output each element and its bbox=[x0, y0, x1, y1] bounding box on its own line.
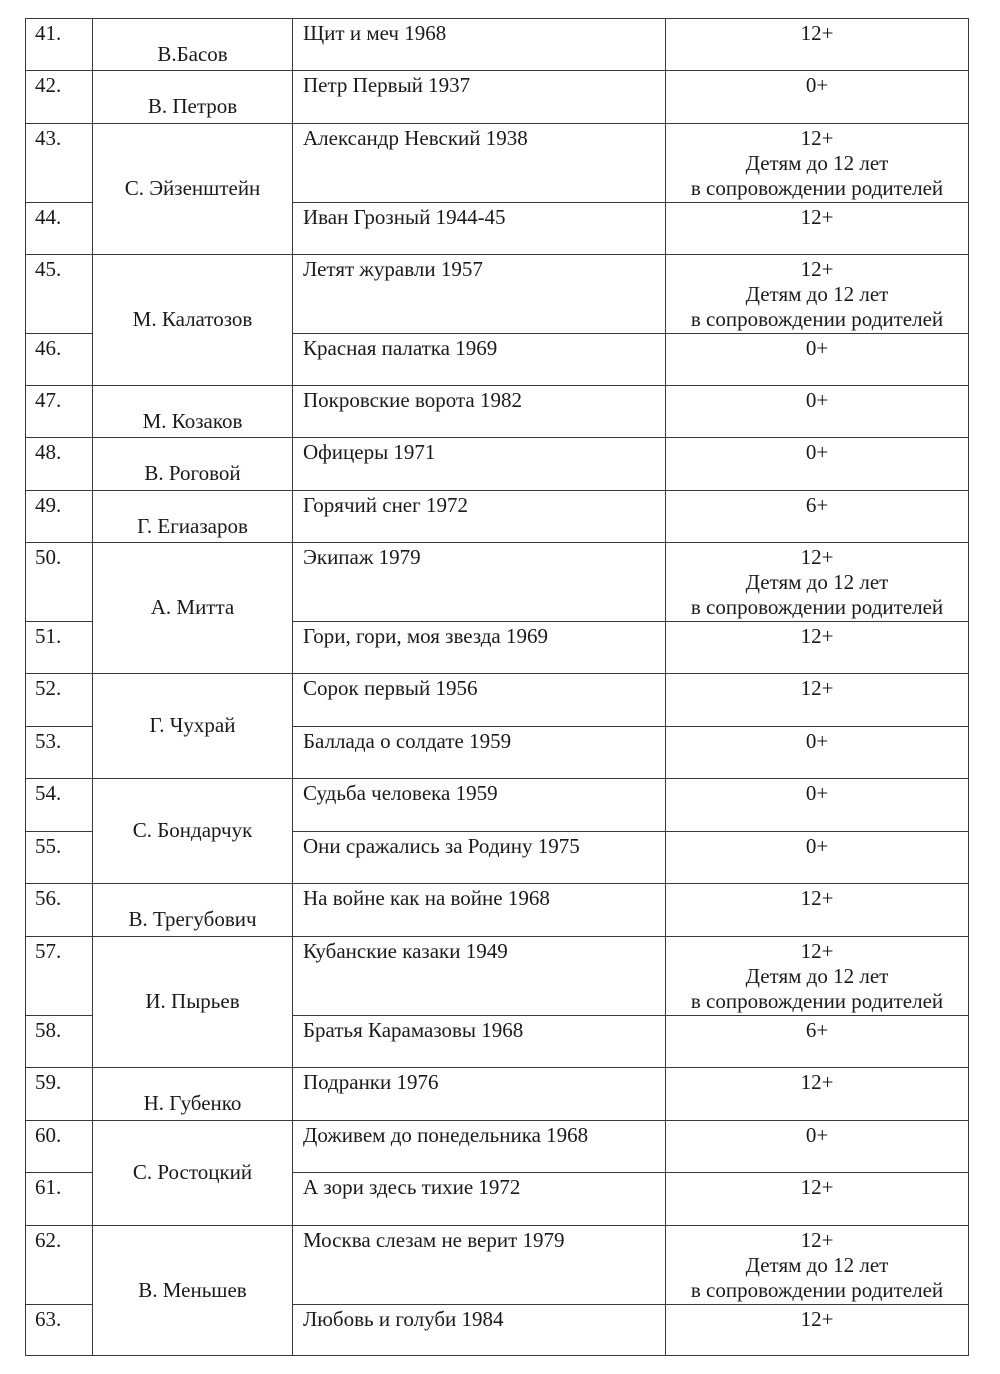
film-title: Кубанские казаки 1949 bbox=[293, 937, 666, 1016]
row-number: 44. bbox=[26, 203, 93, 255]
age-rating: 12+ bbox=[800, 939, 834, 963]
age-rating-cell bbox=[666, 1016, 969, 1068]
director-name: В. Меньшев bbox=[138, 1277, 247, 1302]
row-number: 41. bbox=[26, 19, 93, 71]
table-row bbox=[26, 884, 969, 937]
table-row bbox=[26, 543, 969, 622]
director-name: М. Козаков bbox=[142, 408, 243, 433]
film-title: Летят журавли 1957 bbox=[293, 255, 666, 334]
age-note-line1: Детям до 12 лет bbox=[745, 282, 889, 307]
director-cell bbox=[93, 438, 293, 491]
director-cell bbox=[93, 884, 293, 937]
age-note-line2: в сопровождении родителей bbox=[690, 307, 944, 332]
table-row bbox=[26, 1226, 969, 1305]
age-rating: 0+ bbox=[805, 781, 829, 805]
age-rating: 12+ bbox=[800, 676, 834, 700]
row-number: 60. bbox=[26, 1121, 93, 1173]
age-note-line1: Детям до 12 лет bbox=[745, 964, 889, 989]
age-rating: 0+ bbox=[805, 73, 829, 97]
row-number: 46. bbox=[26, 334, 93, 386]
age-rating-cell bbox=[666, 884, 969, 937]
film-title: Подранки 1976 bbox=[293, 1068, 666, 1121]
age-rating: 12+ bbox=[800, 1228, 834, 1252]
director-name: В. Трегубович bbox=[128, 907, 257, 932]
director-cell bbox=[93, 255, 293, 386]
director-cell bbox=[93, 386, 293, 438]
film-title: Сорок первый 1956 bbox=[293, 674, 666, 727]
director-cell bbox=[93, 674, 293, 779]
director-cell bbox=[93, 1068, 293, 1121]
age-note-line1: Детям до 12 лет bbox=[745, 1253, 889, 1278]
film-table-body bbox=[26, 19, 969, 1356]
director-cell bbox=[93, 1226, 293, 1356]
director-name: М. Калатозов bbox=[132, 307, 253, 332]
director-cell bbox=[93, 1121, 293, 1226]
age-rating: 12+ bbox=[800, 21, 834, 45]
age-note-line1: Детям до 12 лет bbox=[745, 570, 889, 595]
row-number: 59. bbox=[26, 1068, 93, 1121]
row-number: 52. bbox=[26, 674, 93, 727]
age-rating-cell bbox=[666, 622, 969, 674]
film-title: Доживем до понедельника 1968 bbox=[293, 1121, 666, 1173]
age-rating-cell bbox=[666, 124, 969, 203]
age-rating-cell bbox=[666, 1305, 969, 1356]
table-row bbox=[26, 1068, 969, 1121]
director-name: А. Митта bbox=[150, 595, 235, 620]
row-number: 43. bbox=[26, 124, 93, 203]
table-row bbox=[26, 71, 969, 124]
director-name: В. Петров bbox=[147, 94, 238, 119]
row-number: 49. bbox=[26, 491, 93, 543]
director-name: С. Бондарчук bbox=[132, 818, 253, 843]
age-rating-cell bbox=[666, 1173, 969, 1226]
age-rating: 12+ bbox=[800, 257, 834, 281]
table-row bbox=[26, 19, 969, 71]
film-title: Красная палатка 1969 bbox=[293, 334, 666, 386]
director-name: С. Эйзенштейн bbox=[124, 176, 261, 201]
table-row bbox=[26, 1121, 969, 1173]
age-rating: 12+ bbox=[800, 545, 834, 569]
film-title: Горячий снег 1972 bbox=[293, 491, 666, 543]
age-rating-cell bbox=[666, 832, 969, 884]
age-rating-cell bbox=[666, 255, 969, 334]
age-rating-cell bbox=[666, 334, 969, 386]
table-row bbox=[26, 386, 969, 438]
table-row bbox=[26, 255, 969, 334]
film-table bbox=[25, 18, 969, 1356]
director-name: И. Пырьев bbox=[145, 989, 240, 1014]
row-number: 53. bbox=[26, 727, 93, 779]
table-row bbox=[26, 779, 969, 832]
table-row bbox=[26, 124, 969, 203]
row-number: 45. bbox=[26, 255, 93, 334]
director-cell bbox=[93, 71, 293, 124]
film-title: Покровские ворота 1982 bbox=[293, 386, 666, 438]
director-cell bbox=[93, 937, 293, 1068]
age-rating: 6+ bbox=[805, 1018, 829, 1042]
table-row bbox=[26, 491, 969, 543]
age-note-line1: Детям до 12 лет bbox=[745, 151, 889, 176]
director-name: Г. Егиазаров bbox=[137, 513, 248, 538]
director-cell bbox=[93, 124, 293, 255]
row-number: 48. bbox=[26, 438, 93, 491]
age-rating: 0+ bbox=[805, 729, 829, 753]
director-name: Г. Чухрай bbox=[149, 713, 236, 738]
age-rating: 0+ bbox=[805, 440, 829, 464]
row-number: 50. bbox=[26, 543, 93, 622]
row-number: 55. bbox=[26, 832, 93, 884]
age-rating: 0+ bbox=[805, 388, 829, 412]
row-number: 58. bbox=[26, 1016, 93, 1068]
age-rating-cell bbox=[666, 1068, 969, 1121]
row-number: 54. bbox=[26, 779, 93, 832]
age-rating-cell bbox=[666, 779, 969, 832]
film-title: Экипаж 1979 bbox=[293, 543, 666, 622]
table-row bbox=[26, 438, 969, 491]
director-name: С. Ростоцкий bbox=[132, 1160, 253, 1185]
age-rating: 0+ bbox=[805, 834, 829, 858]
row-number: 62. bbox=[26, 1226, 93, 1305]
row-number: 63. bbox=[26, 1305, 93, 1356]
age-rating-cell bbox=[666, 491, 969, 543]
age-note-line2: в сопровождении родителей bbox=[690, 595, 944, 620]
director-cell bbox=[93, 19, 293, 71]
director-cell bbox=[93, 543, 293, 674]
age-rating: 12+ bbox=[800, 1175, 834, 1199]
film-title: Судьба человека 1959 bbox=[293, 779, 666, 832]
age-rating-cell bbox=[666, 727, 969, 779]
age-rating-cell bbox=[666, 386, 969, 438]
film-title: Александр Невский 1938 bbox=[293, 124, 666, 203]
age-rating-cell bbox=[666, 19, 969, 71]
film-title: Баллада о солдате 1959 bbox=[293, 727, 666, 779]
film-title: Братья Карамазовы 1968 bbox=[293, 1016, 666, 1068]
film-title: Они сражались за Родину 1975 bbox=[293, 832, 666, 884]
film-title: Офицеры 1971 bbox=[293, 438, 666, 491]
age-rating: 12+ bbox=[800, 624, 834, 648]
age-rating: 12+ bbox=[800, 205, 834, 229]
director-cell bbox=[93, 491, 293, 543]
age-rating-cell bbox=[666, 203, 969, 255]
age-rating-cell bbox=[666, 674, 969, 727]
director-name: В. Роговой bbox=[144, 461, 241, 486]
film-title: Иван Грозный 1944-45 bbox=[293, 203, 666, 255]
age-rating: 0+ bbox=[805, 336, 829, 360]
age-rating: 12+ bbox=[800, 126, 834, 150]
film-title: Гори, гори, моя звезда 1969 bbox=[293, 622, 666, 674]
film-title: Москва слезам не верит 1979 bbox=[293, 1226, 666, 1305]
row-number: 51. bbox=[26, 622, 93, 674]
age-note-line2: в сопровождении родителей bbox=[690, 176, 944, 201]
film-title: Петр Первый 1937 bbox=[293, 71, 666, 124]
age-note-line2: в сопровождении родителей bbox=[690, 989, 944, 1014]
director-name: В.Басов bbox=[157, 41, 228, 66]
age-rating-cell bbox=[666, 937, 969, 1016]
row-number: 61. bbox=[26, 1173, 93, 1226]
director-name: Н. Губенко bbox=[143, 1091, 242, 1116]
age-rating-cell bbox=[666, 438, 969, 491]
row-number: 57. bbox=[26, 937, 93, 1016]
film-title: Щит и меч 1968 bbox=[293, 19, 666, 71]
age-rating: 12+ bbox=[800, 1070, 834, 1094]
age-rating: 12+ bbox=[800, 1307, 834, 1331]
age-rating-cell bbox=[666, 1226, 969, 1305]
film-title: На войне как на войне 1968 bbox=[293, 884, 666, 937]
film-title: Любовь и голуби 1984 bbox=[293, 1305, 666, 1356]
age-rating: 6+ bbox=[805, 493, 829, 517]
row-number: 47. bbox=[26, 386, 93, 438]
table-row bbox=[26, 937, 969, 1016]
age-rating-cell bbox=[666, 71, 969, 124]
age-rating-cell bbox=[666, 543, 969, 622]
age-note-line2: в сопровождении родителей bbox=[690, 1278, 944, 1303]
age-rating: 12+ bbox=[800, 886, 834, 910]
table-row bbox=[26, 674, 969, 727]
row-number: 42. bbox=[26, 71, 93, 124]
director-cell bbox=[93, 779, 293, 884]
film-title: А зори здесь тихие 1972 bbox=[293, 1173, 666, 1226]
age-rating-cell bbox=[666, 1121, 969, 1173]
row-number: 56. bbox=[26, 884, 93, 937]
age-rating: 0+ bbox=[805, 1123, 829, 1147]
